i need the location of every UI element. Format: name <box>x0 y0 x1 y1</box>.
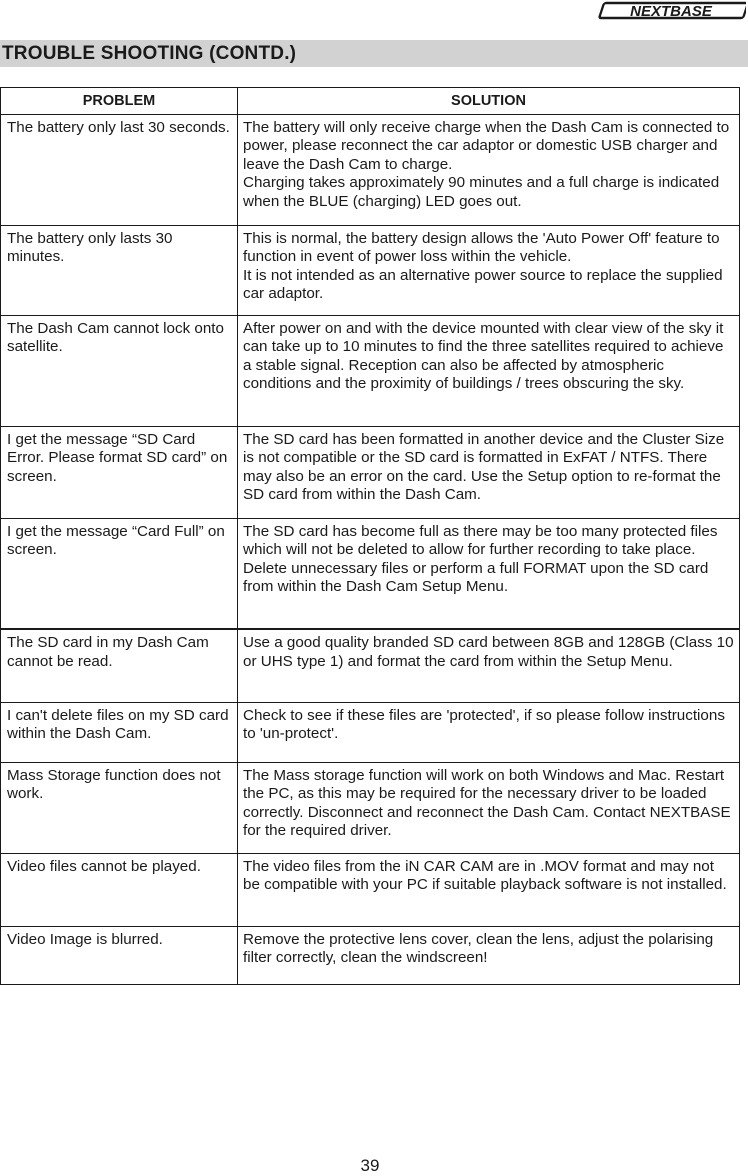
table-row <box>1 702 740 762</box>
problem-cell: The battery only last 30 seconds. <box>1 114 238 225</box>
solution-line: Charging takes approximately 90 minutes and a full charge is indicated when the BLUE (charging) LED goes out. <box>243 174 720 210</box>
column-header-solution: SOLUTION <box>238 88 740 115</box>
solution-cell <box>238 853 740 926</box>
solution-cell <box>238 315 740 426</box>
problem-cell: I can't delete files on my SD card within the Dash Cam. <box>1 702 238 762</box>
solution-line: After power on and with the device mounted with clear view of the sky it can take up to 10 minutes to find the three satellites required to achieve a stable signal. Reception can also be affected by atmospheric conditions and the proximity of buildings / trees obscuring the sky. <box>243 319 724 393</box>
solution-cell <box>238 762 740 853</box>
solution-line: This is normal, the battery design allows the 'Auto Power Off' feature to function in event of power loss within the vehicle. <box>243 229 720 266</box>
solution-line: The SD card has been formatted in another device and the Cluster Size is not compatible or the SD card is formatted in ExFAT / NTFS. There may also be an error on the card. Use the Setup option to re-format the SD card from within the Dash Cam. <box>243 430 725 504</box>
table-row <box>1 114 740 225</box>
solution-cell <box>238 518 740 629</box>
table-row <box>1 315 740 426</box>
solution-line: The SD card has become full as there may be too many protected files which will not be deleted to allow for further recording to take place. Delete unnecessary files or perform a full FORMAT upon the SD card from within the Dash Cam Setup Menu. <box>243 522 718 596</box>
solution-cell <box>238 702 740 762</box>
table-row <box>1 426 740 518</box>
logo-text: NEXTBASE <box>630 3 712 20</box>
table-row <box>1 853 740 926</box>
problem-cell: The battery only lasts 30 minutes. <box>1 225 238 315</box>
solution-cell <box>238 114 740 225</box>
solution-line: Check to see if these files are 'protected', if so please follow instructions to 'un-protect'. <box>243 706 725 743</box>
problem-cell: The SD card in my Dash Cam cannot be read. <box>1 629 238 702</box>
problem-cell: The Dash Cam cannot lock onto satellite. <box>1 315 238 426</box>
problem-cell: Video files cannot be played. <box>1 853 238 926</box>
problem-cell: I get the message “SD Card Error. Please format SD card” on screen. <box>1 426 238 518</box>
solution-cell <box>238 926 740 984</box>
nextbase-logo <box>596 0 746 22</box>
table-header-row <box>1 88 740 115</box>
solution-line: It is not intended as an alternative power source to replace the supplied car adaptor. <box>243 266 723 303</box>
section-heading-bar <box>0 40 748 67</box>
solution-cell <box>238 426 740 518</box>
column-header-problem: PROBLEM <box>1 88 238 115</box>
table-row <box>1 629 740 702</box>
problem-cell: Mass Storage function does not work. <box>1 762 238 853</box>
table-row <box>1 225 740 315</box>
solution-line: Use a good quality branded SD card between 8GB and 128GB (Class 10 or UHS type 1) and format the card from within the Setup Menu. <box>243 634 734 670</box>
solution-line: Remove the protective lens cover, clean the lens, adjust the polarising filter correctly, clean the windscreen! <box>243 930 714 967</box>
table-row <box>1 518 740 629</box>
problem-cell: I get the message “Card Full” on screen. <box>1 518 238 629</box>
solution-line: The battery will only receive charge when the Dash Cam is connected to power, please reconnect the car adaptor or domestic USB charger and leave the Dash Cam to charge. <box>243 118 730 173</box>
solution-cell <box>238 629 740 702</box>
solution-line: The Mass storage function will work on both Windows and Mac. Restart the PC, as this may be required for the necessary driver to be loaded correctly. Disconnect and reconnect the Dash Cam. Contact NEXTBASE for the required driver. <box>243 766 731 840</box>
solution-cell <box>238 225 740 315</box>
nextbase-logo-icon <box>596 0 746 22</box>
page-number: 39 <box>360 1156 380 1175</box>
table-row <box>1 762 740 853</box>
problem-cell: Video Image is blurred. <box>1 926 238 984</box>
solution-line: The video files from the iN CAR CAM are in .MOV format and may not be compatible with your PC if suitable playback software is not installed. <box>243 857 727 894</box>
table-row <box>1 926 740 984</box>
troubleshooting-table <box>0 87 740 985</box>
page-title: TROUBLE SHOOTING (CONTD.) <box>2 43 297 64</box>
